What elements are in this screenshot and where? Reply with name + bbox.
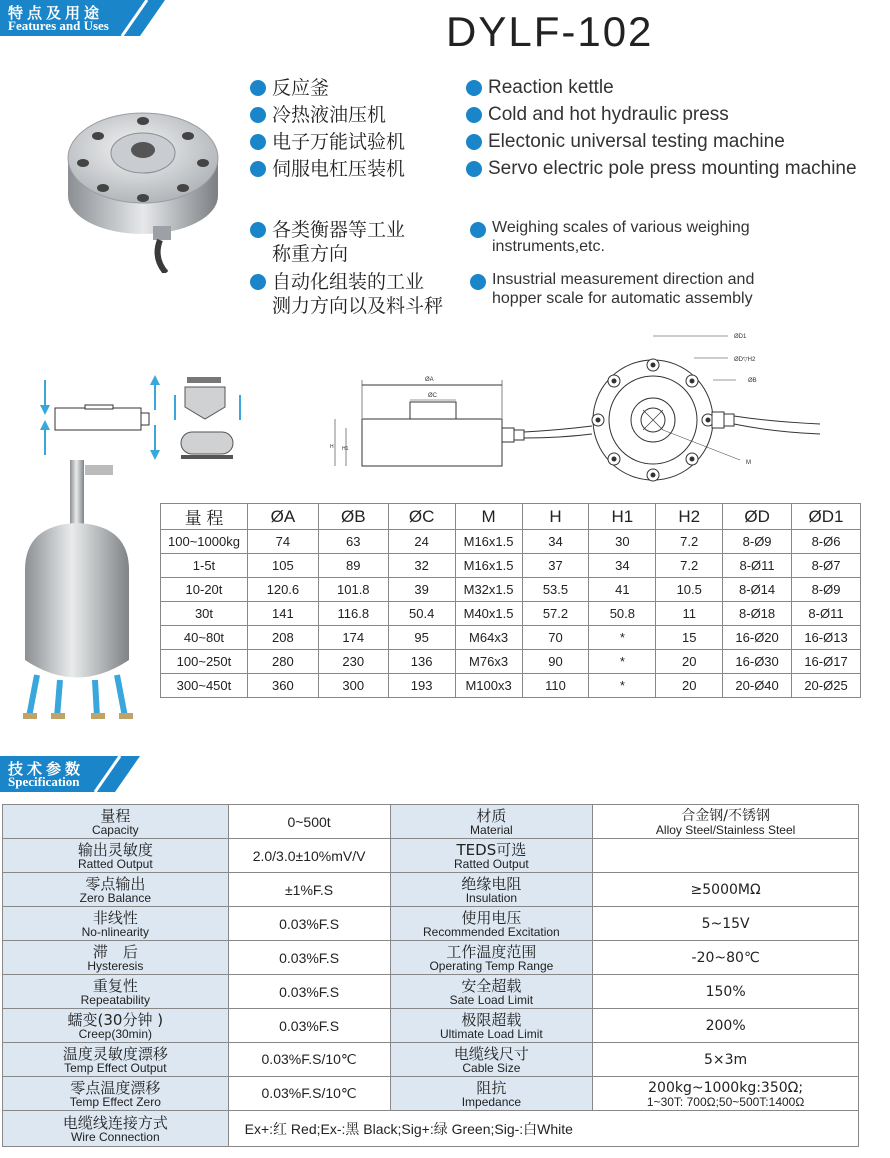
spec-label: 滞 后 Hysteresis	[3, 941, 229, 975]
spec-label: 绝缘电阻 Insulation	[390, 873, 593, 907]
spec-value: ≥5000MΩ	[593, 873, 859, 907]
spec-title-cn: 技术参数	[8, 760, 85, 778]
reaction-kettle-illustration	[15, 455, 145, 725]
svg-text:ØD1: ØD1	[734, 334, 747, 340]
table-row: 1-5t 105 89 32 M16x1.5 37 34 7.2 8-Ø11 8-Ø7	[161, 554, 861, 578]
table-row	[3, 873, 859, 907]
specification-table	[2, 804, 859, 1147]
table-row	[3, 805, 859, 839]
list-item: 伺服电杠压装机	[250, 157, 405, 184]
list-item: 反应釜	[250, 76, 405, 103]
spec-value: 200%	[593, 1009, 859, 1043]
spec-value: 0.03%F.S	[228, 941, 390, 975]
top-view-drawing	[588, 328, 823, 498]
spec-label: 量程 Capacity	[3, 805, 229, 839]
spec-value: ±1%F.S	[228, 873, 390, 907]
features-title-en: Features and Uses	[8, 18, 109, 33]
svg-text:ØB: ØB	[748, 378, 757, 384]
spec-label: 电缆线尺寸 Cable Size	[390, 1043, 593, 1077]
spec-label: 重复性 Repeatability	[3, 975, 229, 1009]
spec-value	[593, 839, 859, 873]
list-item: 电子万能试验机	[250, 130, 405, 157]
spec-label: 电缆线连接方式 Wire Connection	[3, 1111, 229, 1147]
list-item: 各类衡器等工业 称重方向	[250, 218, 443, 270]
list-item: Servo electric pole press mounting machine	[466, 157, 857, 184]
spec-label: TEDS可选 Ratted Output	[390, 839, 593, 873]
uses2-cn-list	[250, 218, 443, 322]
column-header: M	[455, 504, 522, 530]
svg-text:H: H	[330, 444, 334, 450]
table-row: 40~80t 208 174 95 M64x3 70 * 15 16-Ø20 16-Ø13	[161, 626, 861, 650]
spec-label: 使用电压 Recommended Excitation	[390, 907, 593, 941]
spec-label: 输出灵敏度 Ratted Output	[3, 839, 229, 873]
model-title: DYLF-102	[446, 8, 654, 55]
column-header: ØD1	[792, 504, 861, 530]
spec-value: 200kg~1000kg:350Ω; 1~30T: 700Ω;50~500T:1400Ω	[593, 1077, 859, 1111]
dimensions-table	[160, 503, 861, 698]
table-row	[3, 839, 859, 873]
spec-value: 合金钢/不锈钢 Alloy Steel/Stainless Steel	[593, 805, 859, 839]
list-item: 冷热液油压机	[250, 103, 405, 130]
spec-value: 0.03%F.S	[228, 1009, 390, 1043]
column-header: ØC	[388, 504, 455, 530]
spec-label: 非线性 No-nlinearity	[3, 907, 229, 941]
table-row: 100~250t 280 230 136 M76x3 90 * 20 16-Ø30 16-Ø17	[161, 650, 861, 674]
spec-value: 0.03%F.S/10℃	[228, 1077, 390, 1111]
spec-value: 0~500t	[228, 805, 390, 839]
table-header-row	[161, 504, 861, 530]
column-header: H	[522, 504, 589, 530]
spec-label: 工作温度范围 Operating Temp Range	[390, 941, 593, 975]
svg-text:ØD▽H2: ØD▽H2	[734, 357, 756, 363]
spec-value: 5×3m	[593, 1043, 859, 1077]
svg-text:M: M	[746, 460, 751, 466]
features-title-cn: 特点及用途	[8, 4, 104, 22]
spec-label: 蠕变(30分钟 ) Creep(30min)	[3, 1009, 229, 1043]
spec-value: 5~15V	[593, 907, 859, 941]
table-row: 100~1000kg 74 63 24 M16x1.5 34 30 7.2 8-Ø9 8-Ø6	[161, 530, 861, 554]
column-header: ØA	[247, 504, 318, 530]
column-header: H2	[656, 504, 723, 530]
list-item: Insustrial measurement direction and hopper scale for automatic assembly	[470, 270, 754, 322]
list-item: Electonic universal testing machine	[466, 130, 857, 157]
spec-title-en: Specification	[8, 774, 80, 789]
table-row: 10-20t 120.6 101.8 39 M32x1.5 53.5 41 10.5 8-Ø14 8-Ø9	[161, 578, 861, 602]
table-row	[3, 941, 859, 975]
spec-value: 0.03%F.S	[228, 975, 390, 1009]
features-section-badge	[0, 0, 165, 36]
wire-connection-value: Ex+:红 Red;Ex-:黑 Black;Sig+:绿 Green;Sig-:白White	[228, 1111, 858, 1147]
spec-value: 0.03%F.S/10℃	[228, 1043, 390, 1077]
svg-text:H1: H1	[342, 446, 349, 452]
column-header: ØB	[318, 504, 388, 530]
side-view-drawing	[330, 370, 595, 480]
spec-label: 零点输出 Zero Balance	[3, 873, 229, 907]
spec-label: 极限超载 Ultimate Load Limit	[390, 1009, 593, 1043]
column-header: 量 程	[161, 504, 248, 530]
svg-text:ØA: ØA	[425, 377, 434, 383]
spec-label: 材质 Material	[390, 805, 593, 839]
load-cell-photo	[58, 88, 228, 273]
spec-section-badge	[0, 756, 165, 792]
spec-label: 零点温度漂移 Temp Effect Zero	[3, 1077, 229, 1111]
uses2-en-list	[470, 218, 754, 322]
spec-value: -20~80℃	[593, 941, 859, 975]
table-row: 300~450t 360 300 193 M100x3 110 * 20 20-Ø40 20-Ø25	[161, 674, 861, 698]
spec-label: 温度灵敏度漂移 Temp Effect Output	[3, 1043, 229, 1077]
table-row	[3, 1077, 859, 1111]
table-row	[3, 975, 859, 1009]
table-row	[3, 907, 859, 941]
list-item: 自动化组装的工业 测力方向以及料斗秤	[250, 270, 443, 322]
spec-value: 150%	[593, 975, 859, 1009]
list-item: Weighing scales of various weighing instruments,etc.	[470, 218, 754, 270]
table-row	[3, 1009, 859, 1043]
uses-cn-list	[250, 76, 405, 184]
table-row	[3, 1043, 859, 1077]
svg-text:ØC: ØC	[428, 393, 437, 399]
force-direction-icons	[35, 375, 245, 465]
spec-value: 0.03%F.S	[228, 907, 390, 941]
column-header: ØD	[723, 504, 792, 530]
column-header: H1	[589, 504, 656, 530]
table-row: 30t 141 116.8 50.4 M40x1.5 57.2 50.8 11 8-Ø18 8-Ø11	[161, 602, 861, 626]
table-row	[3, 1111, 859, 1147]
list-item: Cold and hot hydraulic press	[466, 103, 857, 130]
uses-en-list	[466, 76, 857, 184]
list-item: Reaction kettle	[466, 76, 857, 103]
spec-label: 安全超载 Sate Load Limit	[390, 975, 593, 1009]
spec-value: 2.0/3.0±10%mV/V	[228, 839, 390, 873]
spec-label: 阻抗 Impedance	[390, 1077, 593, 1111]
